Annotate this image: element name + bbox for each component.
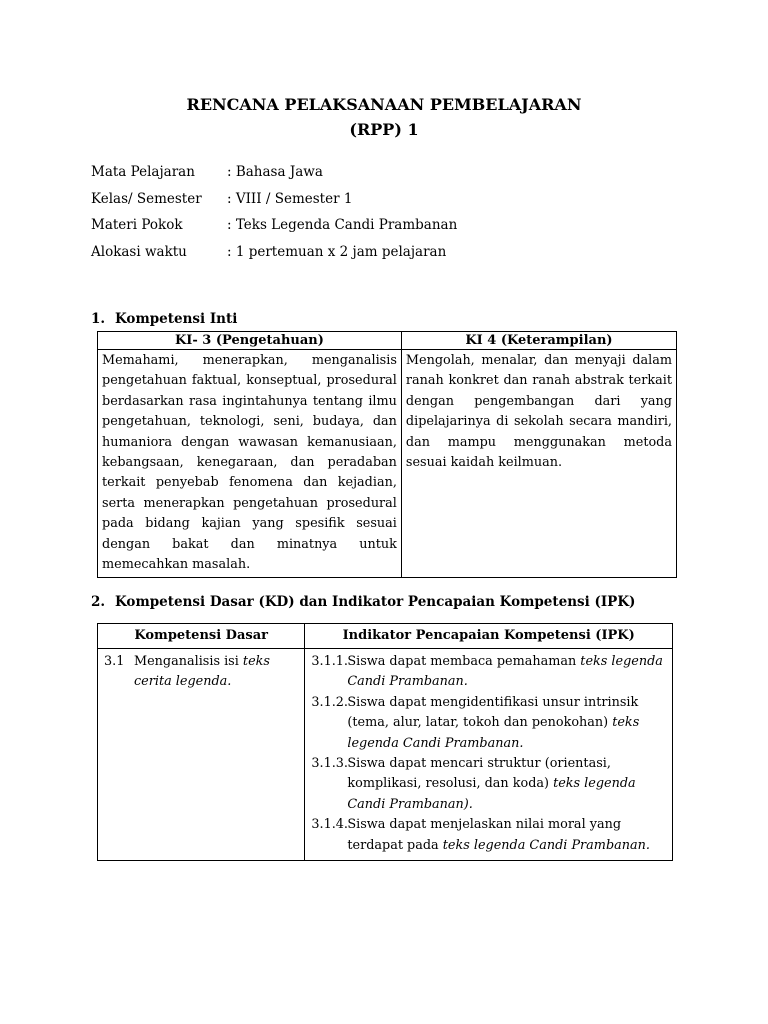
table-header-kd: Kompetensi Dasar: [98, 624, 305, 649]
meta-label: Mata Pelajaran: [91, 164, 195, 180]
ipk-item: [311, 652, 668, 693]
ipk-text-plain: Siswa dapat menjelaskan nilai moral yang terdapat pada: [347, 817, 622, 853]
section-title: Kompetensi Inti: [115, 311, 238, 327]
ipk-text-italic: teks legenda Candi Prambanan.: [347, 715, 640, 751]
ipk-text: [347, 693, 668, 754]
meta-value: : Bahasa Jawa: [227, 164, 323, 180]
table-header-row: [98, 332, 677, 350]
meta-row: [91, 162, 457, 189]
ki3-cell: Memahami, menerapkan, menganalisis pengetahuan faktual, konseptual, prosedural berdasarkan rasa ingintahunya tentang ilmu pengetahuan, teknologi, seni, budaya, dan humaniora dengan wawasan kemanusiaan, kebangsaan, kenegaraan, dan peradaban terkait penyebab fenomena dan kejadian, serta menerapkan pengetahuan prosedural pada bidang kajian yang spesifik sesuai dengan bakat dan minatnya untuk memecahkan masalah.: [98, 350, 402, 578]
section-title: Kompetensi Dasar (KD) dan Indikator Pencapaian Kompetensi (IPK): [115, 594, 636, 610]
kd-number: 3.1: [104, 654, 125, 669]
ipk-cell: [305, 649, 673, 861]
ipk-item: [311, 693, 668, 754]
kd-ipk-table: [97, 623, 673, 861]
ipk-text-italic: teks legenda Candi Prambanan.: [442, 837, 650, 853]
title-line-2: (RPP) 1: [349, 120, 419, 139]
ipk-text: [347, 815, 668, 856]
section-1-heading: [91, 311, 237, 327]
meta-label: Alokasi waktu: [91, 243, 187, 260]
meta-value: : Teks Legenda Candi Prambanan: [227, 217, 458, 233]
kompetensi-inti-table: [97, 331, 677, 578]
ipk-text: [347, 754, 668, 815]
section-number: 1.: [91, 311, 106, 327]
kd-cell: [98, 649, 305, 861]
ipk-number: 3.1.1.: [311, 654, 348, 669]
ipk-text-italic: teks legenda Candi Prambanan).: [347, 776, 636, 812]
table-header-ipk: Indikator Pencapaian Kompetensi (IPK): [305, 624, 673, 649]
ipk-text-plain: Siswa dapat membaca pemahaman: [347, 654, 581, 669]
section-number: 2.: [91, 594, 106, 610]
ipk-item: [311, 815, 668, 856]
meta-row: [91, 215, 457, 242]
meta-row: [91, 242, 457, 269]
document-title: [0, 92, 768, 142]
ipk-number: 3.1.3.: [311, 756, 348, 772]
ipk-text: [347, 652, 668, 693]
table-row: [98, 649, 673, 861]
ipk-number: 3.1.4.: [311, 817, 348, 833]
meta-value: : VIII / Semester 1: [227, 190, 353, 207]
kd-text-italic: teks cerita legenda.: [134, 654, 270, 690]
ipk-text-plain: Siswa dapat mengidentifikasi unsur intrinsik (tema, alur, latar, tokoh dan penokohan): [347, 694, 639, 731]
ipk-number: 3.1.2.: [311, 694, 348, 710]
meta-value: : 1 pertemuan x 2 jam pelajaran: [227, 243, 447, 260]
title-line-1: RENCANA PELAKSANAAN PEMBELAJARAN: [186, 95, 582, 114]
section-2-heading: [91, 594, 635, 610]
meta-row: [91, 189, 457, 216]
kd-text-plain: Menganalisis isi: [134, 654, 243, 669]
ipk-item: [311, 754, 668, 815]
table-row: [98, 350, 677, 578]
table-header-ki3: KI- 3 (Pengetahuan): [98, 332, 402, 350]
meta-label: Materi Pokok: [91, 217, 183, 233]
kd-text: [134, 652, 300, 693]
ipk-text-plain: Siswa dapat mencari struktur (orientasi, komplikasi, resolusi, dan koda): [347, 756, 611, 792]
ipk-text-italic: teks legenda Candi Prambanan.: [347, 654, 663, 690]
ki4-cell: Mengolah, menalar, dan menyaji dalam ranah konkret dan ranah abstrak terkait dengan pengembangan dari yang dipelajarinya di sekolah secara mandiri, dan mampu menggunakan metoda sesuai kaidah keilmuan.: [401, 350, 676, 578]
table-header-row: [98, 624, 673, 649]
meta-block: [91, 162, 457, 268]
meta-label: Kelas/ Semester: [91, 190, 202, 207]
kd-item: [104, 652, 300, 693]
table-header-ki4: KI 4 (Keterampilan): [401, 332, 676, 350]
